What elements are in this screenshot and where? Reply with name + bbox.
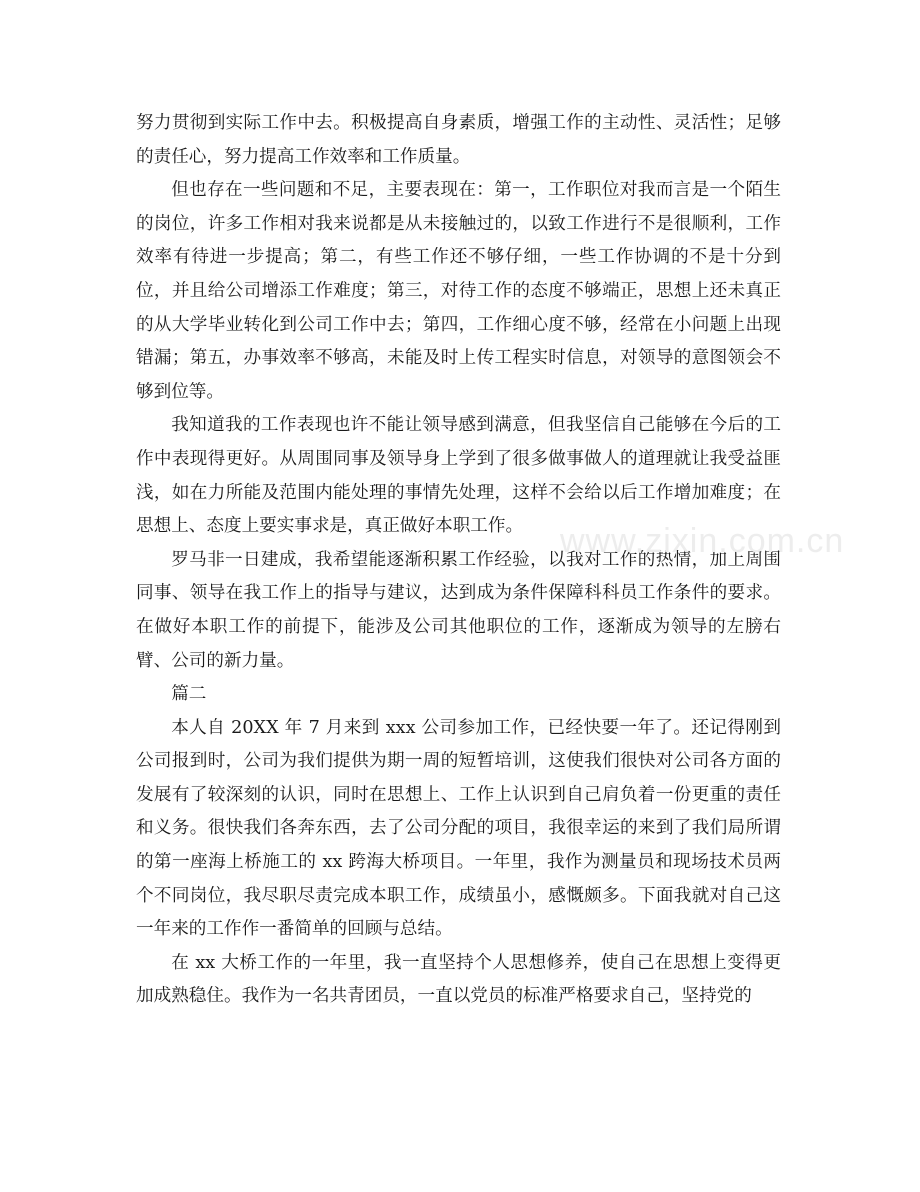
- document-body: [136, 107, 781, 1014]
- paragraph-self-reflection: 我知道我的工作表现也许不能让领导感到满意，但我坚信自己能够在今后的工作中表现得更好。从周围同事及领导身上学到了很多做事做人的道理就让我受益匪浅，如在力所能及范围内能处理的事情先处理，这样不会给以后工作增加难度；在思想上、态度上要实事求是，真正做好本职工作。: [136, 415, 781, 537]
- section-heading: 篇二: [171, 684, 207, 705]
- paragraph-intro-part-two: 本人自 20XX 年 7 月来到 xxx 公司参加工作，已经快要一年了。还记得刚到公司报到时，公司为我们提供为期一周的短暂培训，这使我们很快对公司各方面的发展有了较深刻的认识，同时在思想上、工作上认识到自己肩负着一份更重的责任和义务。很快我们各奔东西，去了公司分配的项目，我很幸运的来到了我们局所谓的第一座海上桥施工的 xx 跨海大桥项目。一年里，我作为测量员和现场技术员两个不同岗位，我尽职尽责完成本职工作，成绩虽小，感慨颇多。下面我就对自己这一年来的工作作一番简单的回顾与总结。: [136, 717, 781, 940]
- paragraph-problems: 但也存在一些问题和不足，主要表现在：第一，工作职位对我而言是一个陌生的岗位，许多工作相对我来说都是从未接触过的，以致工作进行不是很顺利，工作效率有待进一步提高；第二，有些工作还不够仔细，一些工作协调的不是十分到位，并且给公司增添工作难度；第三，对待工作的态度不够端正，思想上还未真正的从大学毕业转化到公司工作中去；第四，工作细心度不够，经常在小问题上出现错漏；第五，办事效率不够高，未能及时上传工程实时信息，对领导的意图领会不够到位等。: [136, 180, 781, 402]
- paragraph-continuation: 努力贯彻到实际工作中去。积极提高自身素质，增强工作的主动性、灵活性；足够的责任心，努力提高工作效率和工作质量。: [136, 113, 781, 167]
- paragraph-goals: 罗马非一日建成，我希望能逐渐积累工作经验，以我对工作的热情，加上周围同事、领导在我工作上的指导与建议，达到成为条件保障科科员工作条件的要求。在做好本职工作的前提下，能涉及公司其他职位的工作，逐渐成为领导的左膀右臂、公司的新力量。: [136, 549, 781, 671]
- paragraph-bridge-work: 在 xx 大桥工作的一年里，我一直坚持个人思想修养，使自己在思想上变得更加成熟稳住。我作为一名共青团员，一直以党员的标准严格要求自己，坚持党的: [136, 952, 781, 1007]
- watermark: www.zixin.com.cn: [560, 522, 845, 560]
